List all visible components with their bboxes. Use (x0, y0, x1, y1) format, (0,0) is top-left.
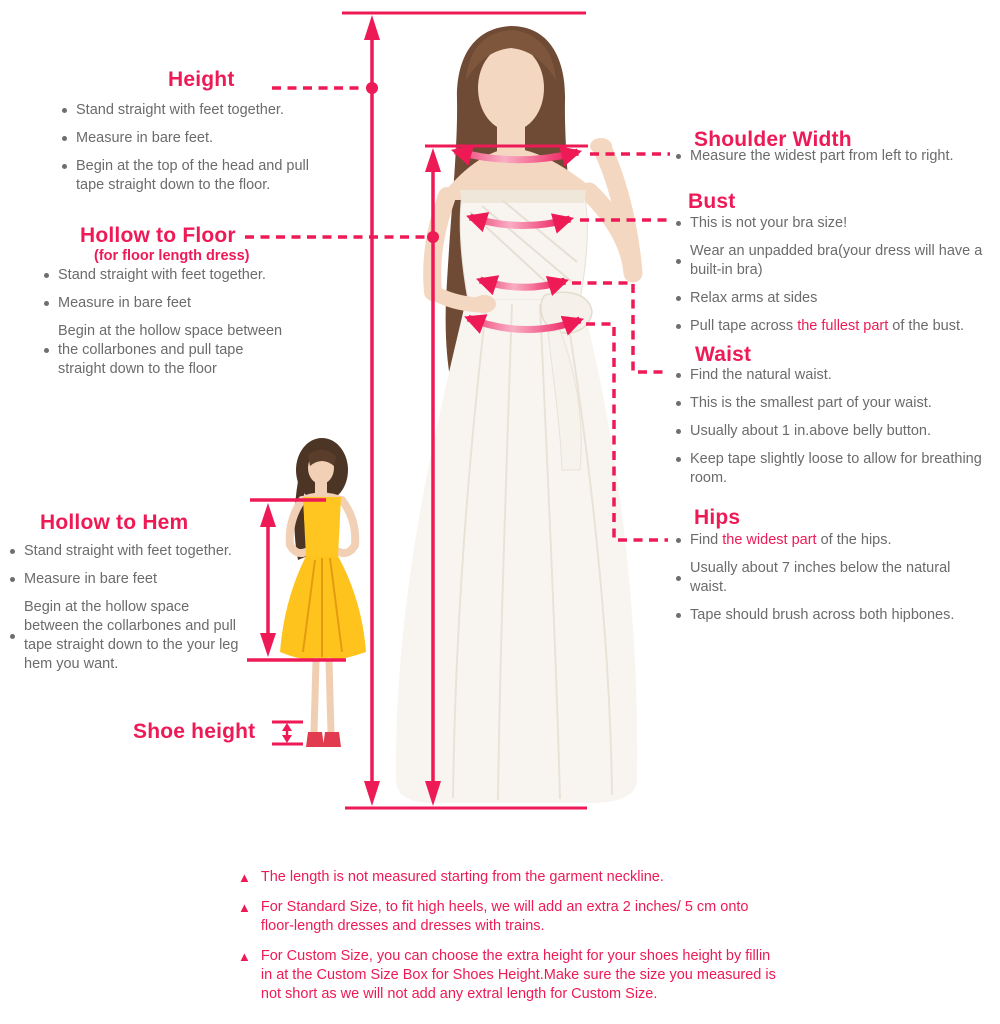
main-model-left-hand (472, 295, 496, 313)
main-model-right-hand (590, 138, 612, 154)
waist-connector-dashed (572, 283, 668, 372)
bullet-item (676, 289, 988, 308)
bullet-item (44, 322, 290, 379)
bodice-fold-lines (470, 200, 577, 295)
bullet-item (10, 542, 242, 561)
bullet-text: Find the widest part of the hips. (690, 532, 892, 548)
bullet-item (44, 294, 290, 313)
bullet-text: Keep tape slightly loose to allow for breathing room. (690, 451, 982, 486)
note-item (238, 868, 798, 887)
main-model-face (478, 45, 544, 131)
hollow-to-floor-bullets (44, 266, 290, 388)
warning-triangle-icon: ▲ (238, 870, 251, 885)
bullet-text: Begin at the top of the head and pull tape straight down to the floor. (76, 158, 309, 193)
bullet-item (676, 394, 988, 413)
note-line: not short as we will not add any extral length for Custom Size. (260, 986, 658, 1002)
main-model-left-upper-arm (432, 196, 447, 292)
hips-connector-dashed (586, 324, 668, 540)
bullet-dot (676, 401, 681, 406)
shoulder-width-title: Shoulder Width (694, 128, 852, 151)
bullet-text: Begin at the hollow space between the collarbones and pull tape straight down to the floor (58, 323, 283, 377)
bullet-text: Find the natural waist. (690, 367, 832, 383)
bullet-dot (676, 221, 681, 226)
small-model-right-arm (339, 500, 355, 553)
hollow-to-floor-subtitle: (for floor length dress) (94, 248, 250, 264)
note-line: For Standard Size, to fit high heels, we will add an extra 2 inches/ 5 cm onto (260, 899, 749, 915)
small-model-figure (280, 438, 366, 747)
height-title: Height (168, 68, 235, 91)
small-model-skirt (280, 556, 366, 661)
small-model-fringe (308, 450, 336, 466)
main-model-bow-streamer (548, 330, 581, 470)
bullet-dot (676, 324, 681, 329)
bust-measure-arrow (470, 217, 570, 226)
small-model-left-arm (290, 500, 306, 553)
note-line: For Custom Size, you can choose the extra height for your shoes height by fillin (260, 948, 771, 964)
bullet-item (676, 214, 988, 233)
bullet-text: Wear an unpadded bra(your dress will have a built-in bra) (690, 243, 983, 278)
bullet-text: Usually about 7 inches below the natural waist. (690, 560, 951, 595)
bullet-text: Pull tape across the fullest part of the bust. (690, 318, 965, 334)
main-model-chest (438, 148, 592, 200)
bullet-text: Measure in bare feet (58, 295, 191, 311)
hollow-to-floor-measure-line (425, 148, 441, 806)
hips-title: Hips (694, 506, 741, 529)
hollow-to-hem-measure-arrow (247, 500, 346, 660)
waist-title: Waist (695, 343, 752, 366)
shoe-height-measure-icon (272, 722, 303, 744)
note-line: The length is not measured starting from the garment neckline. (260, 869, 664, 885)
note-text (261, 898, 749, 936)
bullet-text: Measure in bare feet (24, 571, 157, 587)
skirt-fold-lines (453, 304, 612, 800)
highlighted-phrase: the widest part (722, 532, 817, 548)
note-text (261, 947, 776, 1004)
small-model-left-shoe (306, 732, 324, 747)
bullet-dot (44, 348, 49, 353)
bust-title: Bust (688, 190, 736, 213)
bust-bullets (676, 214, 988, 345)
bullet-text: Stand straight with feet together. (24, 543, 232, 559)
main-model-neck (497, 120, 525, 156)
small-model-skirt-pleats (303, 558, 342, 657)
shoulder-width-bullets (676, 147, 988, 175)
bullet-text: This is not your bra size! (690, 215, 848, 231)
bullet-item (62, 129, 334, 148)
bullet-dot (676, 457, 681, 462)
small-model-hair-strand (294, 470, 310, 560)
bullet-text: Stand straight with feet together. (76, 102, 284, 118)
main-model-figure (396, 26, 637, 803)
small-model-shoulders (300, 493, 344, 506)
bullet-dot (676, 576, 681, 581)
height-connector-dot (366, 82, 378, 94)
bullet-text: Tape should brush across both hipbones. (690, 607, 955, 623)
bullet-item (62, 101, 334, 120)
bullet-dot (676, 154, 681, 159)
bullet-dot (44, 301, 49, 306)
main-model-left-forearm (433, 292, 478, 305)
bullet-dot (62, 108, 67, 113)
bullet-item (62, 157, 334, 195)
warning-triangle-icon: ▲ (238, 949, 251, 964)
highlighted-phrase: the fullest part (797, 318, 889, 334)
bullet-dot (62, 136, 67, 141)
small-model-bodice (303, 497, 341, 557)
hollow-to-hem-bullets (10, 542, 242, 683)
note-item (238, 947, 798, 1004)
bullet-item (676, 422, 988, 441)
small-model-hair (296, 438, 348, 502)
main-model-waist-bow (541, 292, 592, 333)
bullet-text: Measure the widest part from left to right. (690, 148, 954, 164)
note-line: floor-length dresses and dresses with trains. (260, 918, 545, 934)
main-model-right-arm (589, 150, 633, 273)
small-model-face (308, 452, 334, 484)
bullet-text: Usually about 1 in.above belly button. (690, 423, 932, 439)
bullet-item (676, 242, 988, 280)
note-text (261, 868, 664, 887)
main-model-hair (446, 26, 577, 412)
bullet-item (10, 598, 242, 674)
bullet-dot (10, 549, 15, 554)
bullet-text: Relax arms at sides (690, 290, 818, 306)
bullet-dot (44, 273, 49, 278)
bullet-dot (676, 429, 681, 434)
height-measure-line (364, 15, 380, 806)
hips-measure-arrow (468, 318, 580, 330)
bullet-item (676, 559, 988, 597)
bullet-text: Measure in bare feet. (76, 130, 214, 146)
hollow-to-hem-title: Hollow to Hem (40, 511, 189, 534)
small-model-legs (314, 661, 331, 733)
bullet-dot (676, 259, 681, 264)
shoulder-measure-arrow (455, 151, 578, 160)
bullet-text: Begin at the hollow space between the collarbones and pull tape straight down to the your leg hem you want. (24, 599, 239, 672)
main-model-bodice (460, 194, 587, 300)
waist-measure-arrow (480, 280, 565, 287)
main-model-front-hair (466, 30, 556, 80)
bullet-item (10, 570, 242, 589)
bullet-item-highlighted (676, 531, 988, 550)
bullet-text: This is the smallest part of your waist. (690, 395, 932, 411)
hips-bullets (676, 531, 988, 634)
bullet-dot (62, 164, 67, 169)
notes-block (238, 868, 798, 1015)
main-model-lace-trim (460, 190, 586, 203)
bullet-dot (10, 634, 15, 639)
small-model-right-shoe (323, 732, 341, 747)
shoe-height-title: Shoe height (133, 720, 256, 743)
bullet-text: Stand straight with feet together. (58, 267, 266, 283)
height-bullets (62, 101, 334, 204)
bullet-dot (676, 538, 681, 543)
bullet-dot (676, 296, 681, 301)
bullet-item (676, 606, 988, 625)
main-model-skirt (396, 300, 637, 803)
bullet-dot (676, 613, 681, 618)
note-item (238, 898, 798, 936)
small-model-neck (315, 481, 327, 493)
bullet-item-highlighted (676, 317, 988, 336)
warning-triangle-icon: ▲ (238, 900, 251, 915)
note-line: in at the Custom Size Box for Shoes Height.Make sure the size you measured is (260, 967, 776, 983)
bullet-item (676, 366, 988, 385)
bullet-item (44, 266, 290, 285)
bullet-item (676, 450, 988, 488)
bullet-item (676, 147, 988, 166)
hollow-to-floor-title: Hollow to Floor (80, 224, 236, 247)
bullet-dot (10, 577, 15, 582)
hollow-connector-dot (427, 231, 439, 243)
waist-bullets (676, 366, 988, 497)
bullet-dot (676, 373, 681, 378)
